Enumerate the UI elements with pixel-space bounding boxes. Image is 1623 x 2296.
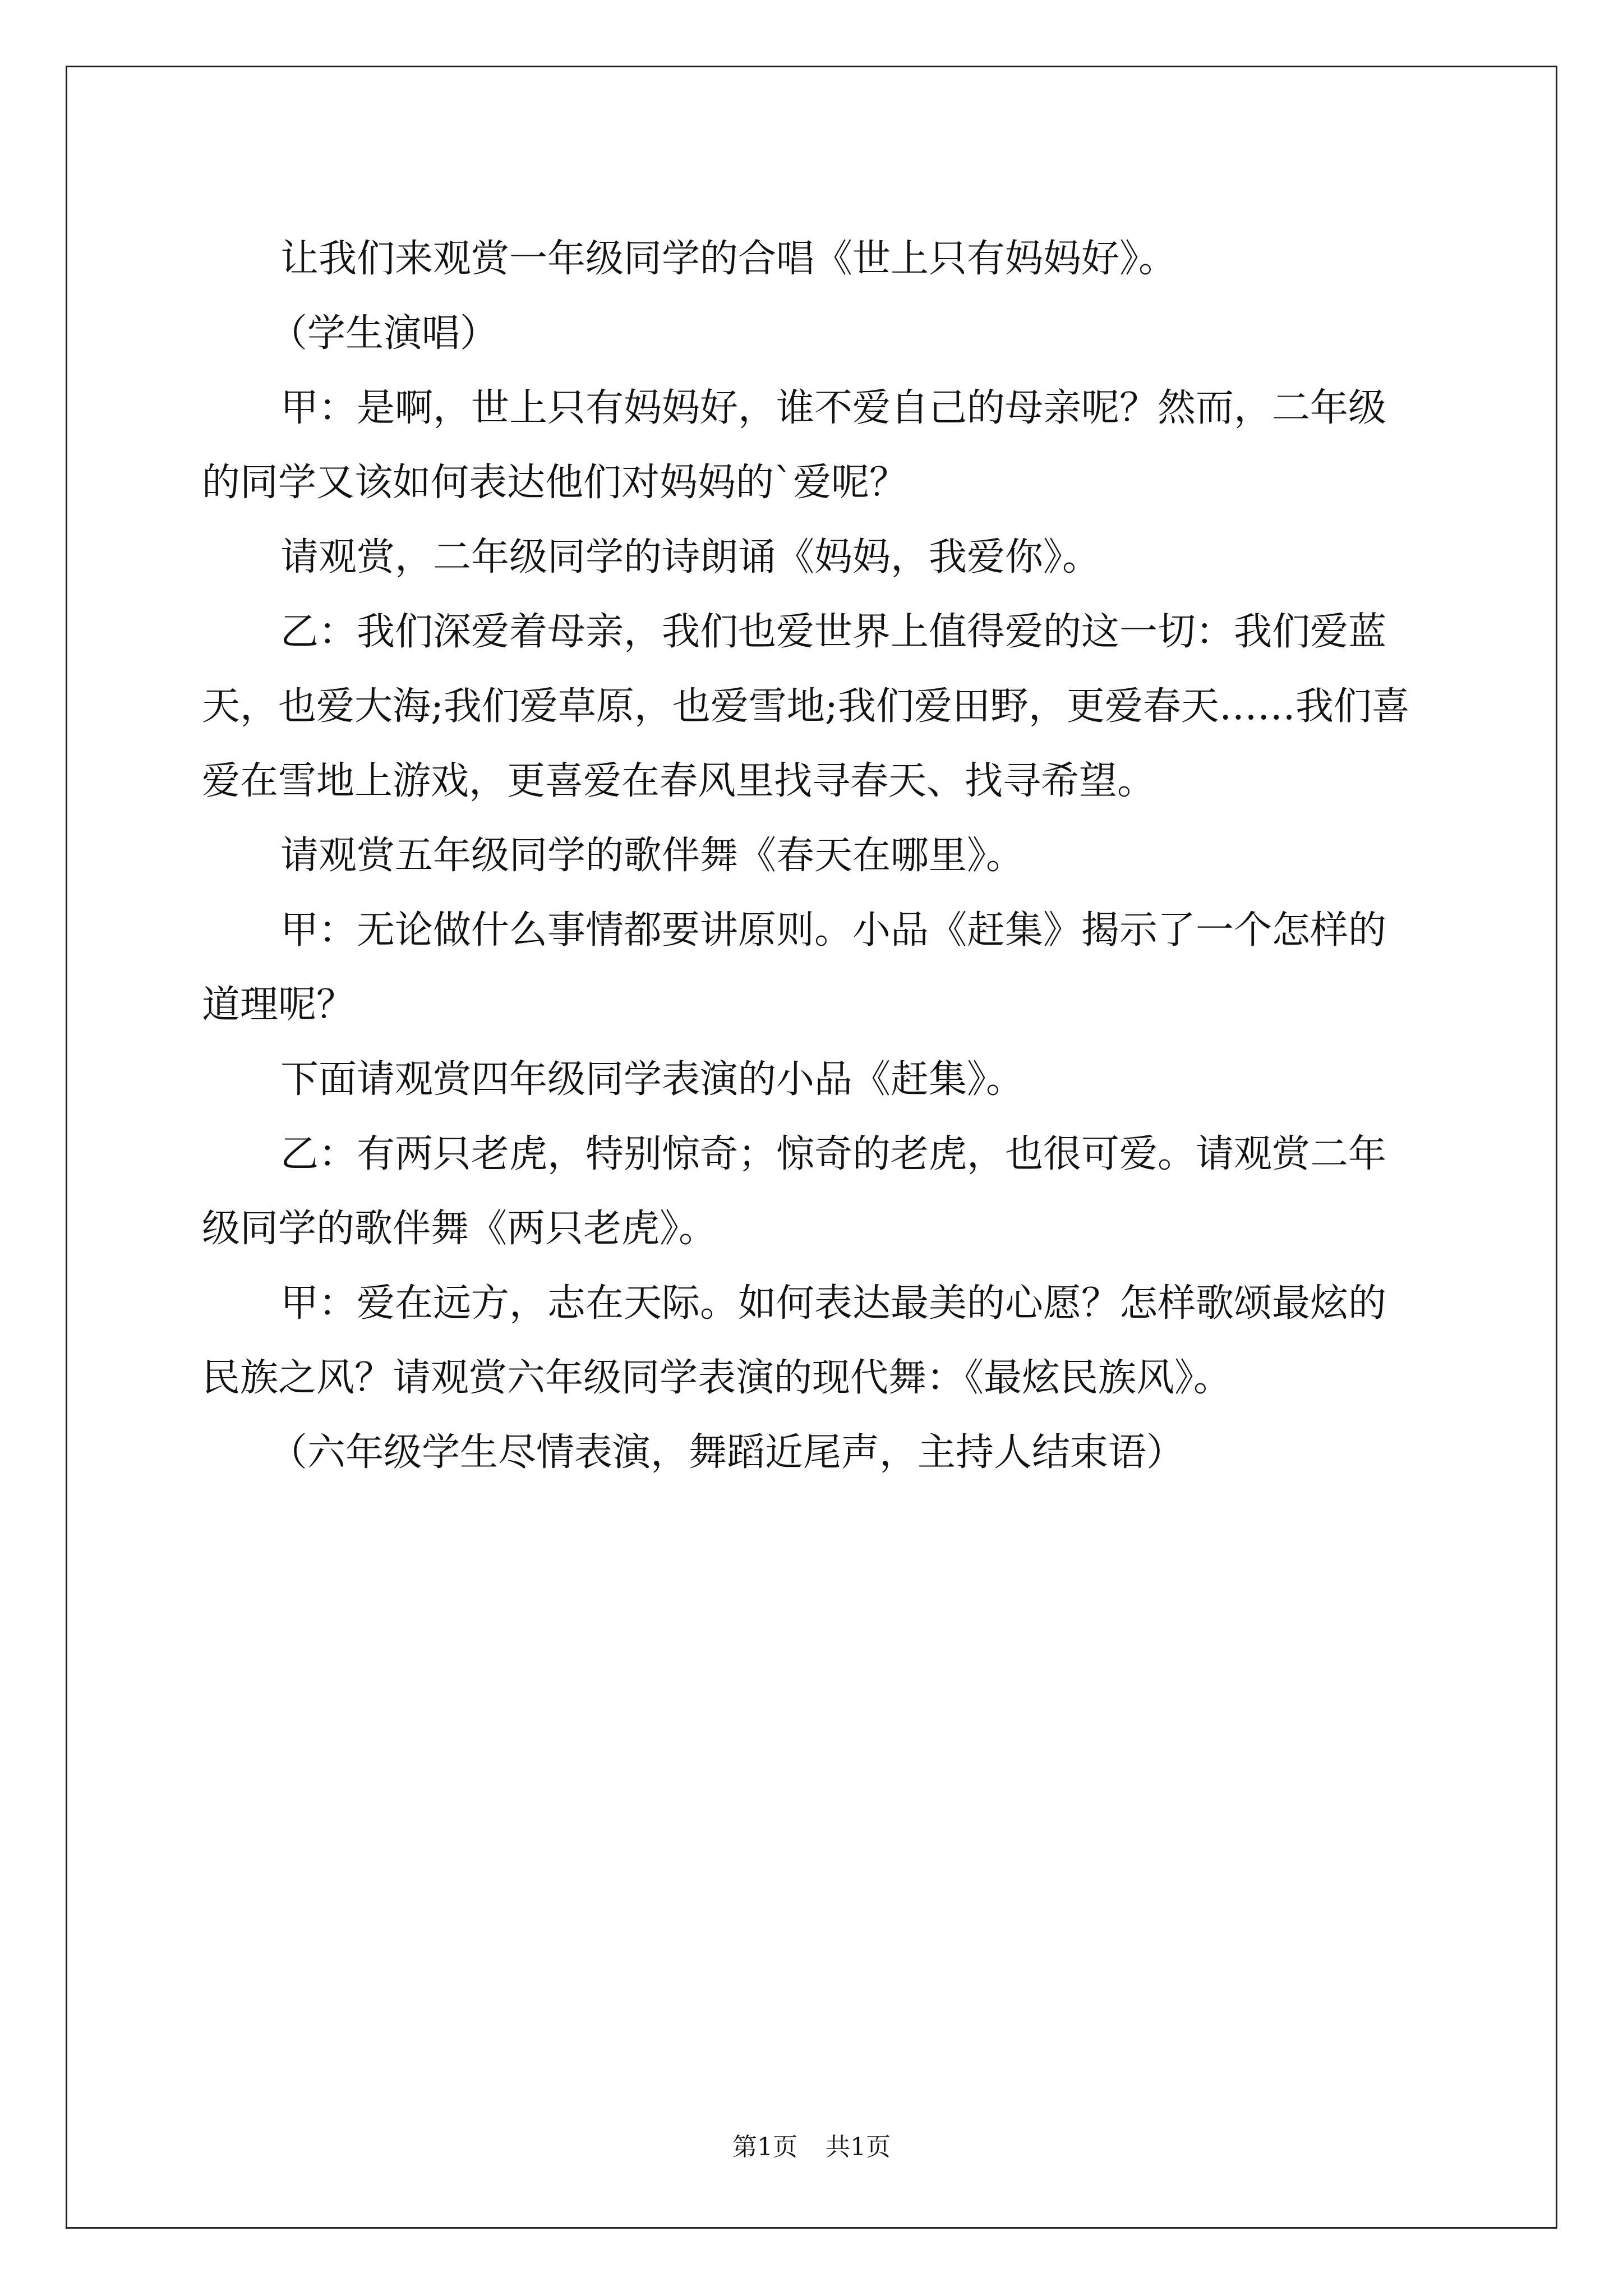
stage-direction: （六年级学生尽情表演，舞蹈近尾声，主持人结束语） <box>269 1430 1185 1475</box>
paragraph: 甲：是啊，世上只有妈妈好，谁不爱自己的母亲呢？然而，二年级的同学又该如何表达他们对妈妈的`爱呢？ <box>202 386 1387 505</box>
stage-direction: （学生演唱） <box>269 311 499 356</box>
paragraph: 下面请观赏四年级同学表演的小品《赶集》。 <box>280 1057 1025 1102</box>
paragraph: 请观赏五年级同学的歌伴舞《春天在哪里》。 <box>280 834 1025 878</box>
document-body <box>202 222 1422 1490</box>
paragraph: 请观赏，二年级同学的诗朗诵《妈妈，我爱你》。 <box>280 535 1101 579</box>
paragraph: 乙：有两只老虎，特别惊奇；惊奇的老虎，也很可爱。请观赏二年级同学的歌伴舞《两只老虎》。 <box>202 1132 1387 1251</box>
paragraph: 乙：我们深爱着母亲，我们也爱世界上值得爱的这一切：我们爱蓝天，也爱大海;我们爱草原，也爱雪地;我们爱田野，更爱春天……我们喜爱在雪地上游戏，更喜爱在春风里找寻春天、找寻希望。 <box>202 610 1410 803</box>
page-number: 第1页 <box>732 2133 797 2161</box>
page-total: 共1页 <box>826 2133 891 2161</box>
paragraph: 让我们来观赏一年级同学的合唱《世上只有妈妈好》。 <box>280 237 1177 281</box>
paragraph: 甲：无论做什么事情都要讲原则。小品《赶集》揭示了一个怎样的道理呢？ <box>202 908 1387 1027</box>
paragraph: 甲：爱在远方，志在天际。如何表达最美的心愿？怎样歌颂最炫的民族之风？请观赏六年级同学表演的现代舞：《最炫民族风》。 <box>202 1281 1387 1400</box>
page-footer <box>0 2131 1623 2164</box>
